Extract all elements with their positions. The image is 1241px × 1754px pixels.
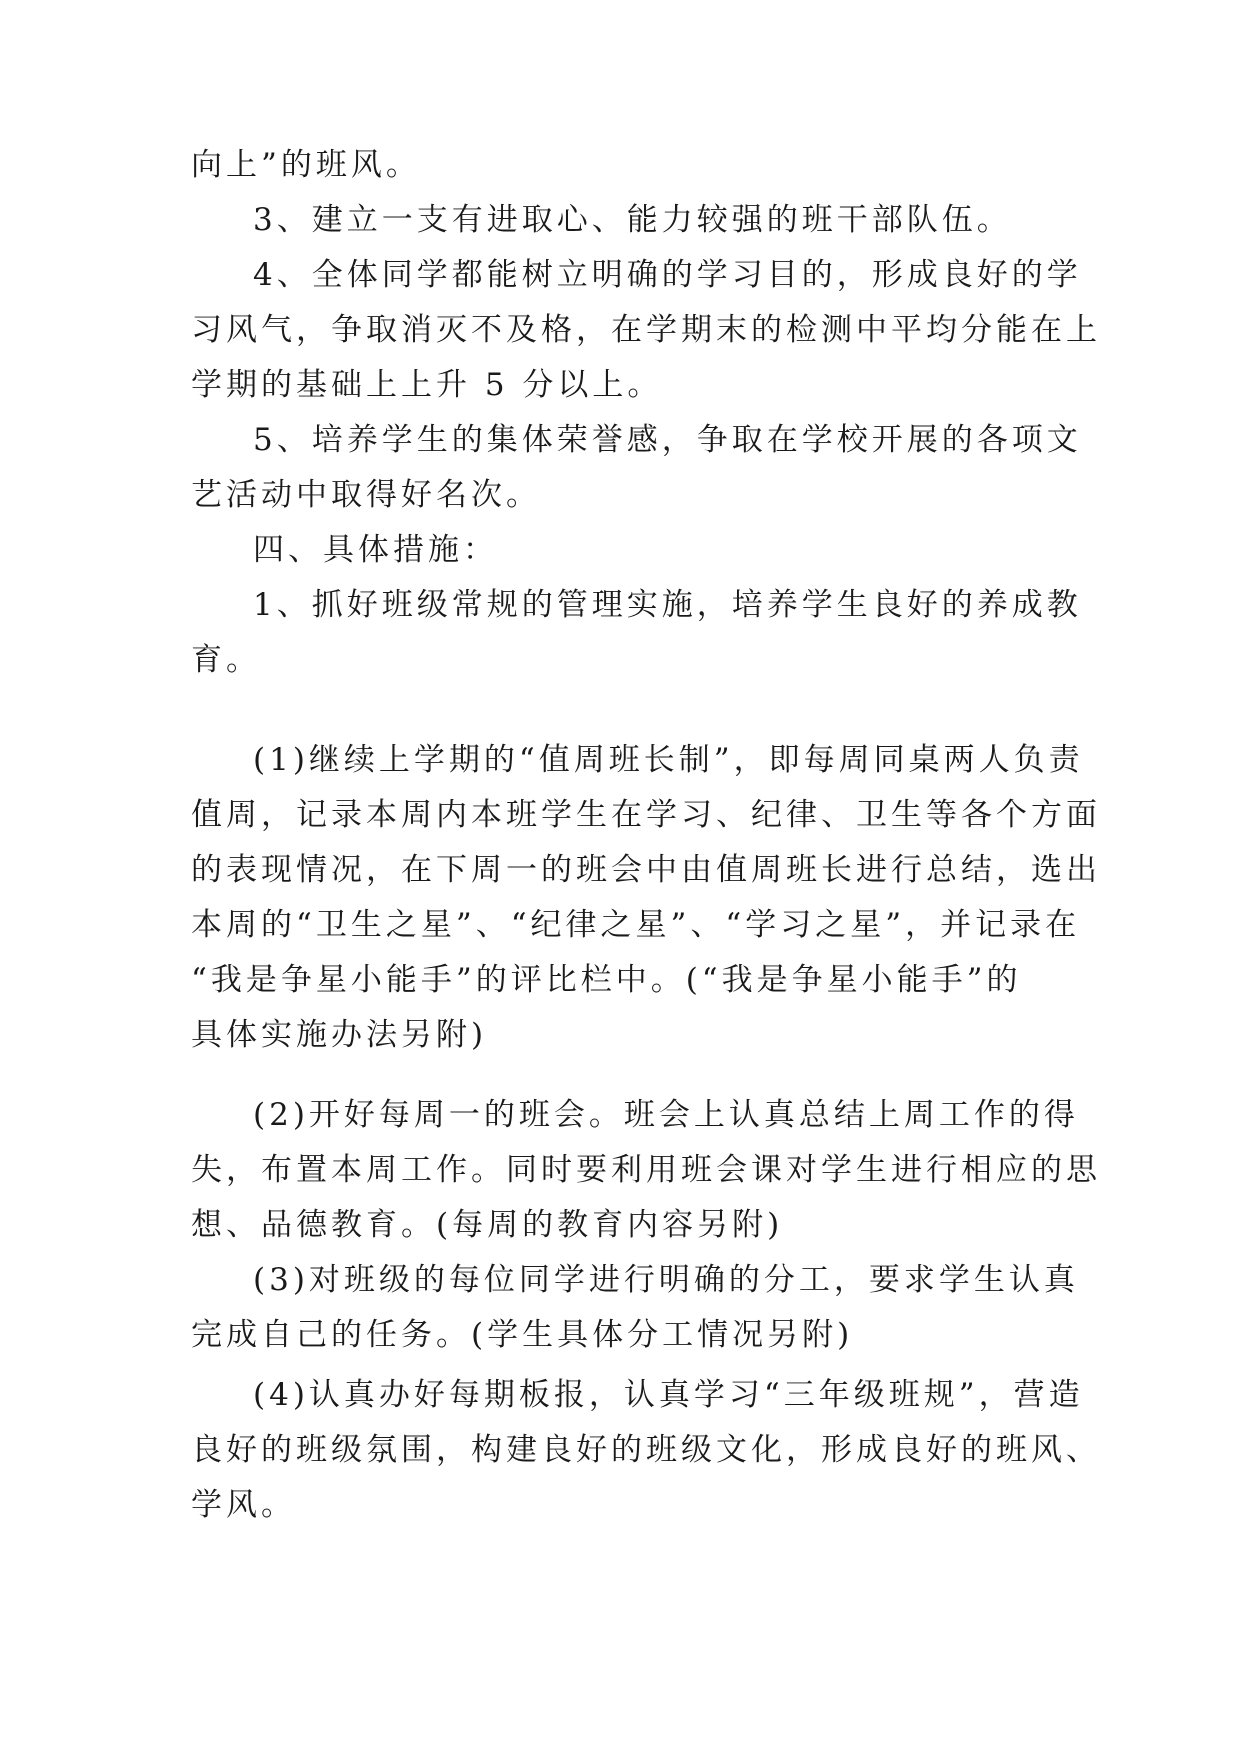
body-text-line: (2)开好每周一的班会。班会上认真总结上周工作的得 (253, 1097, 1079, 1133)
body-text-line: (3)对班级的每位同学进行明确的分工，要求学生认真 (253, 1262, 1079, 1298)
body-text-line: 育。 (191, 642, 261, 678)
body-text-line: 值周，记录本周内本班学生在学习、纪律、卫生等各个方面 (191, 797, 1101, 833)
body-text-line: 良好的班级氛围，构建良好的班级文化，形成良好的班风、 (191, 1432, 1101, 1468)
body-text-line: 想、品德教育。(每周的教育内容另附) (191, 1207, 784, 1243)
body-text-line: 失，布置本周工作。同时要利用班会课对学生进行相应的思 (191, 1152, 1101, 1188)
body-text-line: 5、培养学生的集体荣誉感，争取在学校开展的各项文 (253, 422, 1082, 458)
body-text-line: 艺活动中取得好名次。 (191, 477, 541, 513)
body-text-line: 习风气，争取消灭不及格，在学期末的检测中平均分能在上 (191, 312, 1101, 348)
section-heading: 四、具体措施： (253, 532, 498, 568)
body-text-line: 学风。 (191, 1487, 296, 1523)
body-text-line: (1)继续上学期的“值周班长制”，即每周同桌两人负责 (253, 742, 1084, 778)
body-text-line: 3、建立一支有进取心、能力较强的班干部队伍。 (253, 202, 1012, 238)
body-text-line: 的表现情况，在下周一的班会中由值周班长进行总结，选出 (191, 852, 1101, 888)
body-text-line: 向上”的班风。 (191, 147, 421, 183)
body-text-line: 本周的“卫生之星”、“纪律之星”、“学习之星”，并记录在 (191, 907, 1081, 943)
body-text-line: “我是争星小能手”的评比栏中。(“我是争星小能手”的 (191, 962, 1022, 998)
body-text-line: 学期的基础上上升 5 分以上。 (191, 367, 663, 403)
body-text-line: 4、全体同学都能树立明确的学习目的，形成良好的学 (253, 257, 1082, 293)
body-text-line: 1、抓好班级常规的管理实施，培养学生良好的养成教 (253, 587, 1082, 623)
body-text-line: 具体实施办法另附) (191, 1017, 488, 1053)
body-text-line: 完成自己的任务。(学生具体分工情况另附) (191, 1317, 854, 1353)
body-text-line: (4)认真办好每期板报，认真学习“三年级班规”，营造 (253, 1377, 1084, 1413)
